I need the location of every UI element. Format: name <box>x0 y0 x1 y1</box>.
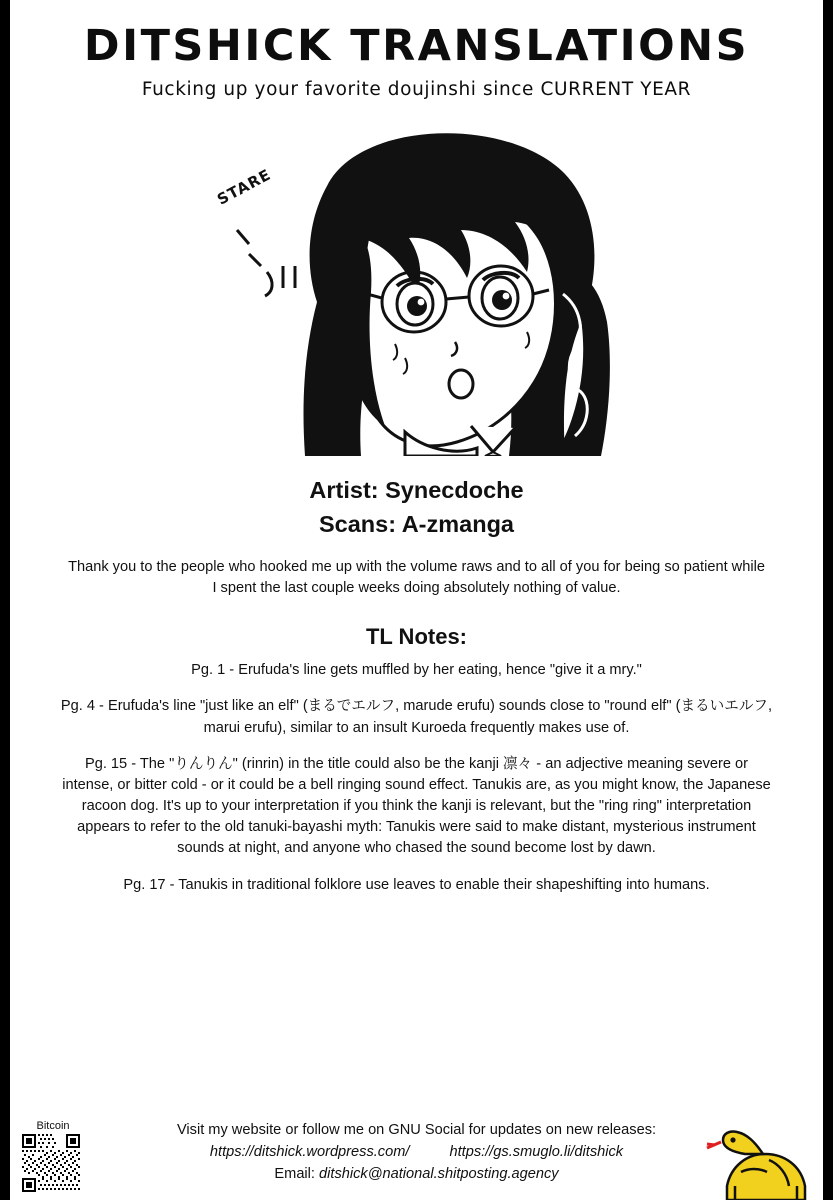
manga-panel-image <box>209 126 625 456</box>
link-email[interactable]: ditshick@national.shitposting.agency <box>319 1166 559 1183</box>
footer-links <box>10 1142 823 1164</box>
footer-visit-line: Visit my website or follow me on GNU Social for updates on new releases: <box>176 1122 657 1139</box>
credits-block <box>10 474 823 541</box>
link-website[interactable]: https://ditshick.wordpress.com/ <box>209 1144 410 1161</box>
bitcoin-label: Bitcoin <box>36 1120 70 1132</box>
link-gnusocial[interactable]: https://gs.smuglo.li/ditshick <box>449 1144 624 1161</box>
tl-notes-list <box>60 660 774 895</box>
tl-note-item: Pg. 4 - Erufuda's line "just like an elf" (まるでエルフ, marude erufu) sounds close to "round elf" (まるいエルフ, marui erufu), similar to an insult Kuroeda frequently makes use of. <box>60 698 773 736</box>
page-tagline: Fucking up your favorite doujinshi since CURRENT YEAR <box>141 79 692 101</box>
mascot-icon <box>705 1120 817 1200</box>
masthead <box>10 0 823 100</box>
stare-sfx-label: STARE <box>213 165 274 209</box>
thanks-paragraph: Thank you to the people who hooked me up with the volume raws and to all of you for being so patient while I spent the last couple weeks doing absolutely nothing of value. <box>68 558 765 596</box>
qr-code-icon[interactable] <box>22 1134 80 1192</box>
page-content <box>10 0 823 1200</box>
email-prefix: Email: <box>274 1166 320 1183</box>
page-edge-right <box>823 0 833 1200</box>
tl-note-item: Pg. 15 - The "りんりん" (rinrin) in the title could also be the kanji 凛々 - an adjective meaning severe or intense, or bitter cold - or it could be a bell ringing sound effect. Tanukis are, as you might know, the Japanese racoon dog. It's up to your interpretation if you think the kanji is relevant, but the "ring ring" interpretation appears to refer to the old tanuki-bayashi myth: Tanukis were said to make distant, mysterious instrument sounds at night, and anyone who chased the sound become lost by dawn. <box>62 755 771 857</box>
bitcoin-donation-block <box>22 1120 84 1192</box>
credit-scans: Scans: A-zmanga <box>318 510 514 537</box>
page-title: DITSHICK TRANSLATIONS <box>83 21 750 71</box>
credit-artist: Artist: Synecdoche <box>309 477 524 504</box>
tl-note-item: Pg. 17 - Tanukis in traditional folklore use leaves to enable their shapeshifting into humans. <box>123 876 710 893</box>
footer <box>10 1120 823 1186</box>
page-edge-left <box>0 0 10 1200</box>
footer-email-line <box>10 1164 823 1186</box>
tl-notes-heading: TL Notes: <box>365 624 468 650</box>
tl-note-item: Pg. 1 - Erufuda's line gets muffled by her eating, hence "give it a mry." <box>191 662 642 679</box>
